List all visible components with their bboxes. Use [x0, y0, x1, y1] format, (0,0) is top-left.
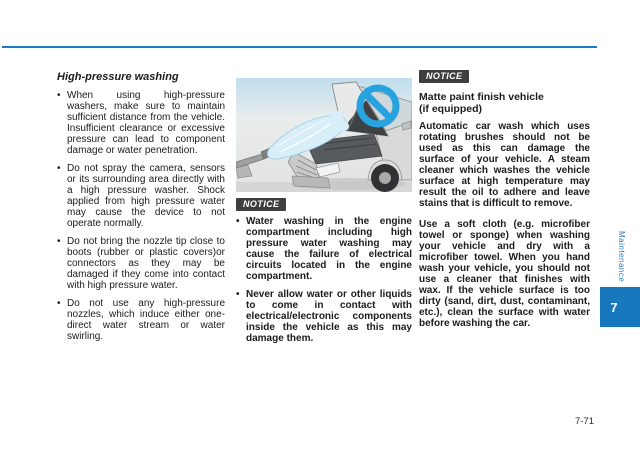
chapter-number-tab	[600, 287, 640, 327]
bullet-icon: •	[57, 236, 61, 247]
chapter-number: 7	[610, 299, 618, 315]
section-heading: High-pressure washing	[57, 71, 179, 83]
list-item-text: Do not spray the camera, sensors or its surrounding area directly with a high pressure washer. Shock applied from high pressure water may cause the device to not operate normally.	[67, 163, 225, 229]
list-item	[57, 298, 225, 342]
list-item-text: Do not bring the nozzle tip close to boots (rubber or plastic covers)or connectors as they may be damaged if they come into contact with high pressure water.	[67, 236, 225, 291]
list-item-text: Water washing in the engine compartment including high pressure water washing may cause the failure of electrical circuits located in the engine compartment.	[246, 216, 412, 282]
right-column	[419, 70, 590, 339]
paragraph: Use a soft cloth (e.g. microfiber towel or sponge) when washing your vehicle and dry with a microfiber towel. When you hand wash your vehicle, you should not use a cleaner that finishes with wax. If the vehicle surface is too dirty (sand, dirt, dust, contaminant, etc.), clean the surface with water before washing the car.	[419, 219, 590, 329]
subsection-heading-line2: (if equipped)	[419, 103, 482, 115]
bullet-icon: •	[236, 216, 240, 227]
list-item-text: Do not use any high-pressure nozzles, which induce either one-direct water stream or water swirling.	[67, 298, 225, 342]
bullet-icon: •	[236, 289, 240, 300]
list-item-text: When using high-pressure washers, make sure to maintain sufficient distance from the vehicle. Insufficient clearance or excessive pressure can lead to component damage or water penetration.	[67, 90, 225, 156]
page-number: 7-71	[574, 416, 594, 427]
engine-wash-prohibited-illustration	[236, 78, 412, 192]
notice-badge: NOTICE	[236, 198, 286, 211]
paragraph: Automatic car wash which uses rotating brushes should not be used as this can damage the surface of your vehicle. A steam cleaner which washes the vehicle surface at high temperature may result the oil to adhere and leave stains that is difficult to remove.	[419, 121, 590, 209]
chapter-name-vertical-label: Maintenance	[617, 231, 626, 283]
bullet-icon: •	[57, 90, 61, 101]
bullet-icon: •	[57, 163, 61, 174]
list-item-text: Never allow water or other liquids to come in contact with electrical/electronic components inside the vehicle as this may damage them.	[246, 289, 412, 344]
subsection-heading-line1: Matte paint finish vehicle	[419, 91, 544, 103]
subsection-heading	[419, 91, 590, 115]
notice-badge: NOTICE	[419, 70, 469, 83]
bullet-icon: •	[57, 298, 61, 309]
list-item	[57, 90, 225, 156]
list-item	[236, 216, 412, 282]
list-item	[57, 236, 225, 291]
left-column	[57, 71, 225, 349]
list-item	[57, 163, 225, 229]
header-rule	[2, 46, 597, 48]
list-item	[236, 289, 412, 344]
middle-column	[236, 78, 412, 351]
